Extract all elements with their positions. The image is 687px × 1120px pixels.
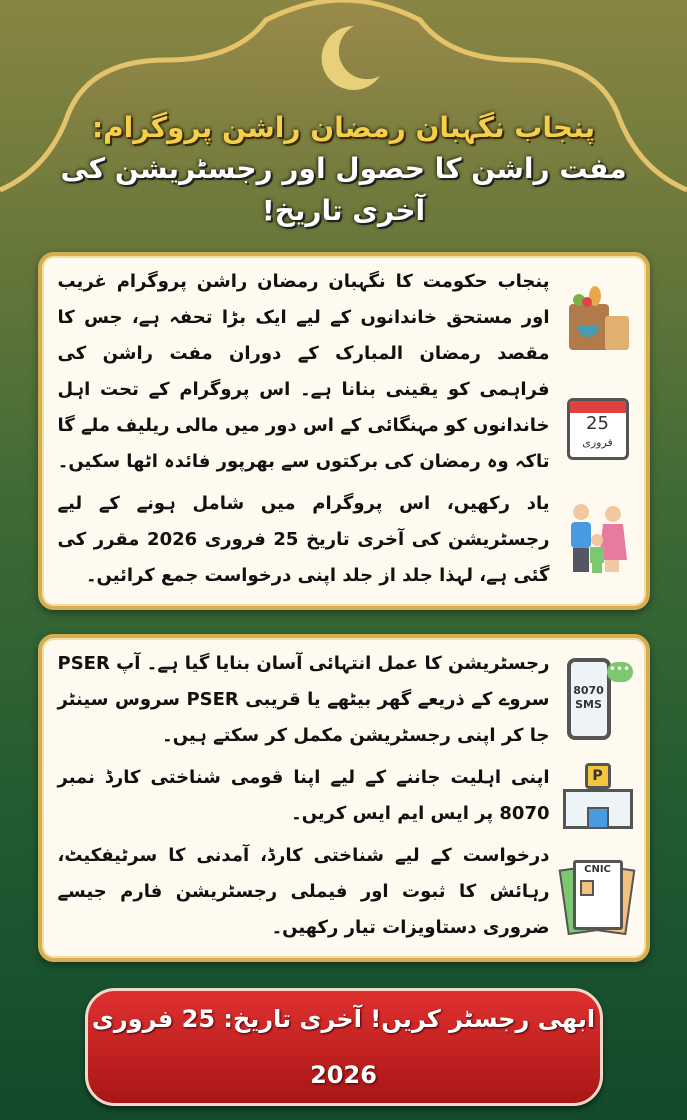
center-sign: P xyxy=(585,763,611,789)
calendar-icon xyxy=(561,392,635,466)
grocery-bag-icon xyxy=(561,282,635,356)
sms-number: 8070 xyxy=(573,684,604,698)
eligibility-paragraph: اپنی اہلیت جاننے کے لیے اپنا قومی شناختی کارڈ نمبر 8070 پر ایس ایم ایس کریں۔ xyxy=(57,767,550,824)
calendar-day: 25 xyxy=(586,413,609,434)
family-icon xyxy=(561,502,635,576)
cnic-documents-icon xyxy=(561,852,635,938)
intro-paragraph: پنجاب حکومت کا نگہبان رمضان راشن پروگرام غریب اور مستحق خاندانوں کے لیے ایک بڑا تحفہ ہے، جس کا مقصد رمضان المبارک کے دوران مفت راشن کی فراہمی کو یقینی بنانا ہے۔ اس پروگرام کے تحت اہل خاندانوں کو مہنگائی کے اس دور میں مالی ریلیف ملے گا تاکہ وہ رمضان کی برکتوں سے بھرپور فائدہ اٹھا سکیں۔ xyxy=(57,271,550,472)
phone-sms-icon xyxy=(561,654,635,744)
sms-label: SMS xyxy=(575,698,602,712)
intro-texts xyxy=(58,264,550,594)
registration-card xyxy=(38,634,650,962)
intro-card xyxy=(38,252,650,610)
documents-paragraph: درخواست کے لیے شناختی کارڈ، آمدنی کا سرٹیفکیٹ، رہائش کا ثبوت اور فیملی رجسٹریشن فارم جیسے ضروری دستاویزات تیار رکھیں۔ xyxy=(57,845,550,938)
register-now-button[interactable]: ابھی رجسٹر کریں! آخری تاریخ: 25 فروری 2026 xyxy=(85,988,603,1106)
calendar-month: فروری xyxy=(582,436,613,449)
cnic-label: CNIC xyxy=(584,863,611,875)
chat-bubble-icon: ••• xyxy=(607,662,633,682)
title-line-1: پنجاب نگہبان رمضان راشن پروگرام: xyxy=(91,111,596,144)
registration-icons xyxy=(560,646,636,946)
intro-icons xyxy=(560,264,636,594)
title-line-2: مفت راشن کا حصول اور رجسٹریشن کی آخری تاریخ! xyxy=(60,152,627,227)
service-center-icon xyxy=(561,761,635,835)
registration-texts xyxy=(58,646,550,946)
registration-paragraph: رجسٹریشن کا عمل انتہائی آسان بنایا گیا ہے۔ آپ PSER سروے کے ذریعے گھر بیٹھے یا قریبی PSER سروس سینٹر جا کر اپنی رجسٹریشن مکمل کر سکتے ہیں۔ xyxy=(57,653,550,746)
page-title xyxy=(39,108,649,232)
deadline-paragraph: یاد رکھیں، اس پروگرام میں شامل ہونے کے لیے رجسٹریشن کی آخری تاریخ 25 فروری 2026 مقرر کی گئی ہے، لہذا جلد از جلد اپنی درخواست جمع کرائیں۔ xyxy=(57,493,550,586)
